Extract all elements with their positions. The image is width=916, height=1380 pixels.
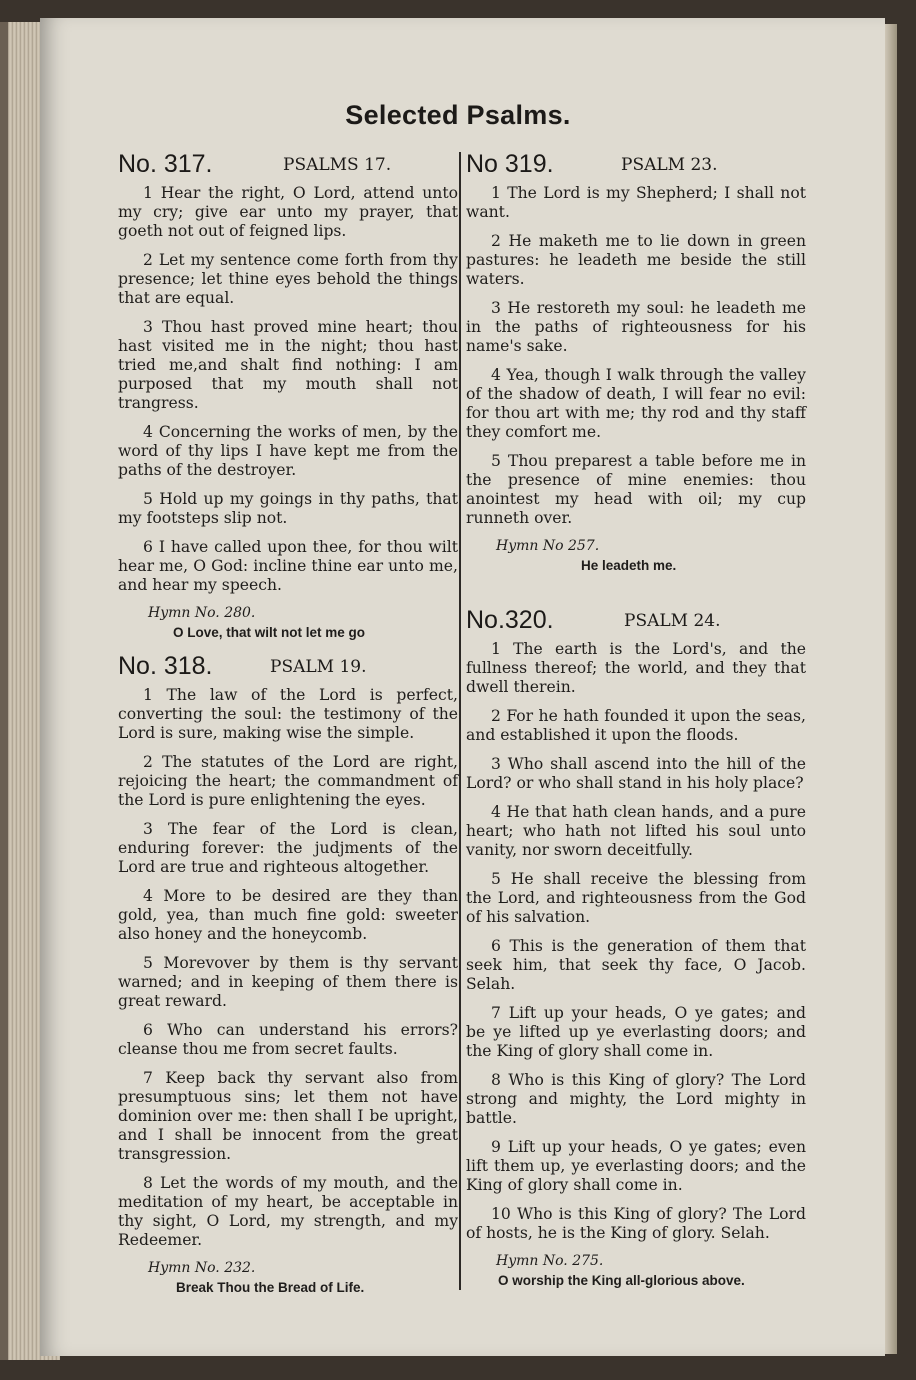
- psalm-section-319: [466, 150, 806, 573]
- hymn-title: O Love, that wilt not let me go: [173, 625, 366, 640]
- verse: 5 Morevover by them is thy servant warned; and in keeping of them there is great reward.: [118, 954, 458, 1010]
- verse: 5 Thou preparest a table before me in the presence of mine enemies: thou anointest my head with oil; my cup runneth over.: [466, 452, 806, 527]
- hymn-title: He leadeth me.: [581, 558, 677, 573]
- psalm-reference: PSALMS 17.: [283, 155, 392, 175]
- verse: 10 Who is this King of glory? The Lord of hosts, he is the King of glory. Selah.: [466, 1205, 806, 1242]
- verse: 5 Hold up my goings in thy paths, that my footsteps slip not.: [118, 490, 458, 527]
- verse: 5 He shall receive the blessing from the Lord, and righteousness from the God of his salvation.: [466, 870, 806, 926]
- psalm-number: No. 317.: [118, 150, 213, 178]
- verse: 1 The Lord is my Shepherd; I shall not want.: [466, 184, 806, 221]
- psalm-number: No. 318.: [118, 652, 213, 680]
- section-header: [466, 606, 806, 640]
- verse: 7 Lift up your heads, O ye gates; and be ye lifted up ye everlasting doors; and the King of glory shall come in.: [466, 1004, 806, 1060]
- hymn-title: O worship the King all-glorious above.: [498, 1273, 745, 1288]
- hymn-reference: Hymn No. 275.: [496, 1253, 604, 1269]
- verse: 8 Let the words of my mouth, and the meditation of my heart, be acceptable in thy sight, O Lord, my strength, and my Redeemer.: [118, 1174, 458, 1249]
- verse: 8 Who is this King of glory? The Lord strong and mighty, the Lord mighty in battle.: [466, 1071, 806, 1127]
- verse: 6 Who can understand his errors? cleanse thou me from secret faults.: [118, 1021, 458, 1058]
- section-header: [118, 652, 458, 686]
- psalm-section-318: [118, 652, 458, 1295]
- verse: 1 The earth is the Lord's, and the fullness thereof; the world, and they that dwell therein.: [466, 640, 806, 696]
- verse: 9 Lift up your heads, O ye gates; even lift them up, ye everlasting doors; and the King of glory shall come in.: [466, 1138, 806, 1194]
- verse: 1 The law of the Lord is perfect, converting the soul: the testimony of the Lord is sure, making wise the simple.: [118, 686, 458, 742]
- verse: 3 Who shall ascend into the hill of the Lord? or who shall stand in his holy place?: [466, 755, 806, 792]
- hymn-title: Break Thou the Bread of Life.: [176, 1280, 365, 1295]
- page-title: Selected Psalms.: [345, 100, 571, 130]
- psalm-reference: PSALM 19.: [270, 657, 367, 677]
- psalm-section-320: [466, 606, 806, 1288]
- verse: 6 I have called upon thee, for thou wilt hear me, O God: incline thine ear unto me, and hear my speech.: [118, 538, 458, 594]
- verse: 2 He maketh me to lie down in green pastures: he leadeth me beside the still waters.: [466, 232, 806, 288]
- verse: 1 Hear the right, O Lord, attend unto my cry; give ear unto my prayer, that goeth not out of feigned lips.: [118, 184, 458, 240]
- psalm-reference: PSALM 24.: [624, 611, 721, 631]
- psalm-section-317: [118, 150, 458, 640]
- verse: 3 He restoreth my soul: he leadeth me in the paths of righteousness for his name's sake.: [466, 299, 806, 355]
- verse: 7 Keep back thy servant also from presumptuous sins; let them not have dominion over me: then shall I be upright, and I shall be innocent from the great transgression.: [118, 1069, 458, 1163]
- column-divider: [459, 152, 461, 1290]
- verse: 3 The fear of the Lord is clean, enduring forever: the judjments of the Lord are true and righteous altogether.: [118, 820, 458, 876]
- hymn-reference: Hymn No 257.: [496, 538, 600, 554]
- verse: 2 For he hath founded it upon the seas, and established it upon the floods.: [466, 707, 806, 744]
- verse: 3 Thou hast proved mine heart; thou hast visited me in the night; thou hast tried me,and shalt find nothing: I am purposed that my mouth shall not trangress.: [118, 318, 458, 412]
- psalm-number: No 319.: [466, 150, 554, 178]
- verse: 2 The statutes of the Lord are right, rejoicing the heart; the commandment of the Lord is pure enlightening the eyes.: [118, 753, 458, 809]
- psalm-number: No.320.: [466, 606, 554, 634]
- book-spine: [0, 22, 8, 1360]
- verse: 4 Yea, though I walk through the valley of the shadow of death, I will fear no evil: for thou art with me; thy rod and thy staff they comfort me.: [466, 366, 806, 441]
- section-header: [466, 150, 806, 184]
- verse: 4 More to be desired are they than gold, yea, than much fine gold: sweeter also honey and the honeycomb.: [118, 887, 458, 943]
- verse: 6 This is the generation of them that seek him, that seek thy face, O Jacob. Selah.: [466, 937, 806, 993]
- section-header: [118, 150, 458, 184]
- verse: 4 Concerning the works of men, by the word of thy lips I have kept me from the paths of the destroyer.: [118, 423, 458, 479]
- right-page-edge: [885, 24, 897, 1354]
- hymn-reference: Hymn No. 232.: [148, 1260, 256, 1276]
- verse: 4 He that hath clean hands, and a pure heart; who hath not lifted his soul unto vanity, nor sworn deceitfully.: [466, 803, 806, 859]
- psalm-reference: PSALM 23.: [621, 155, 718, 175]
- hymn-reference: Hymn No. 280.: [148, 605, 256, 621]
- verse: 2 Let my sentence come forth from thy presence; let thine eyes behold the things that are equal.: [118, 251, 458, 307]
